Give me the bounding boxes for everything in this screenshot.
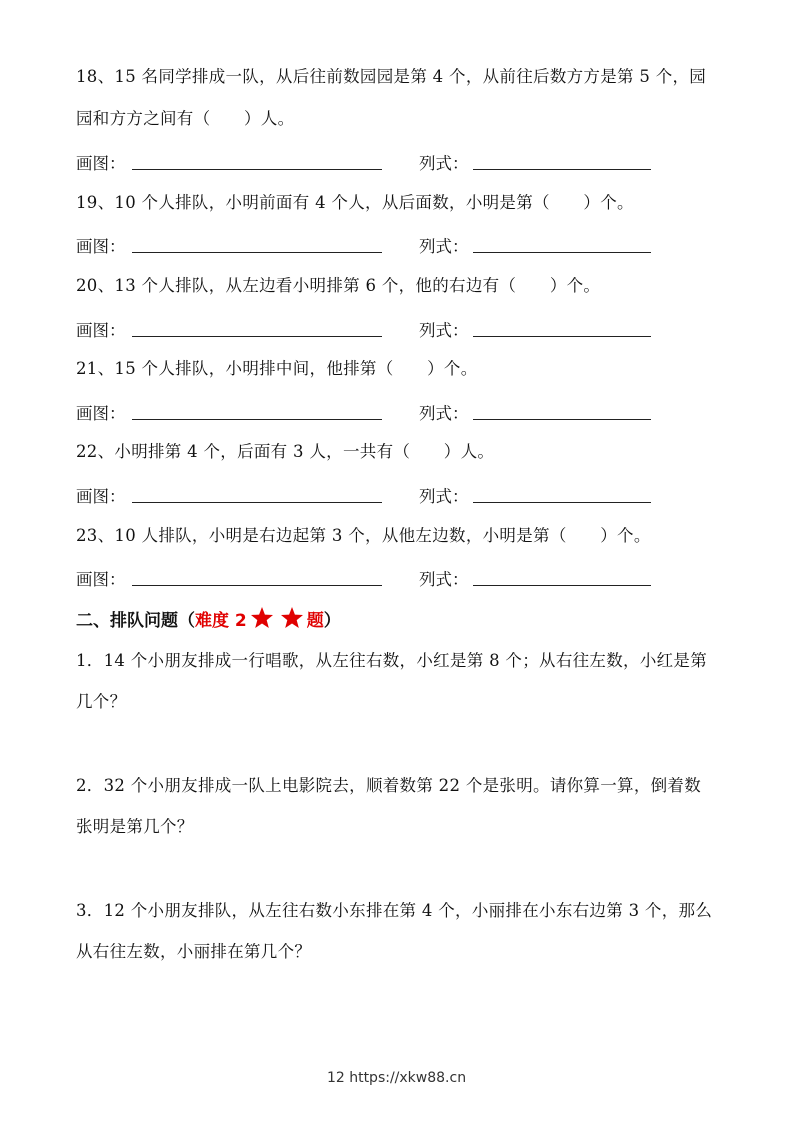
calc-label: 列式： (419, 154, 469, 173)
draw-blank[interactable] (132, 169, 382, 170)
draw-blank[interactable] (132, 585, 382, 586)
draw-label: 画图： (76, 487, 126, 506)
star-icon (250, 606, 274, 630)
draw-blank[interactable] (132, 252, 382, 253)
draw-label: 画图： (76, 570, 126, 589)
question-22: 22、小明排第 4 个，后面有 3 人，一共有（ ）人。 (76, 442, 495, 461)
calc-label: 列式： (419, 487, 469, 506)
difficulty-suffix: 题 (306, 611, 324, 631)
calc-label: 列式： (419, 570, 469, 589)
calc-blank[interactable] (473, 252, 651, 253)
question-18-line-1: 18、15 名同学排成一队，从后往前数园园是第 4 个，从前往后数方方是第 5 个，园 (76, 67, 707, 86)
calc-label: 列式： (419, 237, 469, 256)
answer-row-18 (76, 150, 716, 172)
section-heading (76, 606, 341, 631)
section-title: 二、排队问题（ (76, 611, 195, 631)
word-problem-2-line-1: 2．32 个小朋友排成一队上电影院去，顺着数第 22 个是张明。请你算一算，倒着数 (76, 776, 702, 795)
calc-label: 列式： (419, 321, 469, 340)
calc-blank[interactable] (473, 502, 651, 503)
difficulty-label: 难度 2 (195, 611, 247, 631)
answer-row-23 (76, 566, 716, 588)
draw-blank[interactable] (132, 502, 382, 503)
word-problem-3-line-1: 3．12 个小朋友排队，从左往右数小东排在第 4 个，小丽排在小东右边第 3 个，那么 (76, 901, 713, 920)
page-footer: 12 https://xkw88.cn (326, 1070, 467, 1086)
section-close: ） (323, 611, 341, 631)
draw-blank[interactable] (132, 336, 382, 337)
question-19: 19、10 个人排队，小明前面有 4 个人，从后面数，小明是第（ ）个。 (76, 193, 634, 212)
word-problem-1-line-2: 几个？ (76, 692, 127, 711)
draw-label: 画图： (76, 404, 126, 423)
question-20: 20、13 个人排队，从左边看小明排第 6 个，他的右边有（ ）个。 (76, 276, 601, 295)
calc-blank[interactable] (473, 336, 651, 337)
calc-blank[interactable] (473, 419, 651, 420)
question-18-line-2: 园和方方之间有（ ）人。 (76, 109, 295, 128)
draw-blank[interactable] (132, 419, 382, 420)
draw-label: 画图： (76, 154, 126, 173)
calc-blank[interactable] (473, 585, 651, 586)
word-problem-2-line-2: 张明是第几个？ (76, 817, 194, 836)
answer-row-20 (76, 317, 716, 339)
star-icon (280, 606, 304, 630)
answer-row-19 (76, 233, 716, 255)
calc-blank[interactable] (473, 169, 651, 170)
draw-label: 画图： (76, 321, 126, 340)
calc-label: 列式： (419, 404, 469, 423)
answer-row-21 (76, 400, 716, 422)
word-problem-1-line-1: 1．14 个小朋友排成一行唱歌，从左往右数，小红是第 8 个；从右往左数，小红是第 (76, 651, 708, 670)
question-21: 21、15 个人排队，小明排中间，他排第（ ）个。 (76, 359, 478, 378)
answer-row-22 (76, 483, 716, 505)
question-23: 23、10 人排队，小明是右边起第 3 个，从他左边数，小明是第（ ）个。 (76, 526, 651, 545)
word-problem-3-line-2: 从右往左数，小丽排在第几个？ (76, 942, 312, 961)
draw-label: 画图： (76, 237, 126, 256)
